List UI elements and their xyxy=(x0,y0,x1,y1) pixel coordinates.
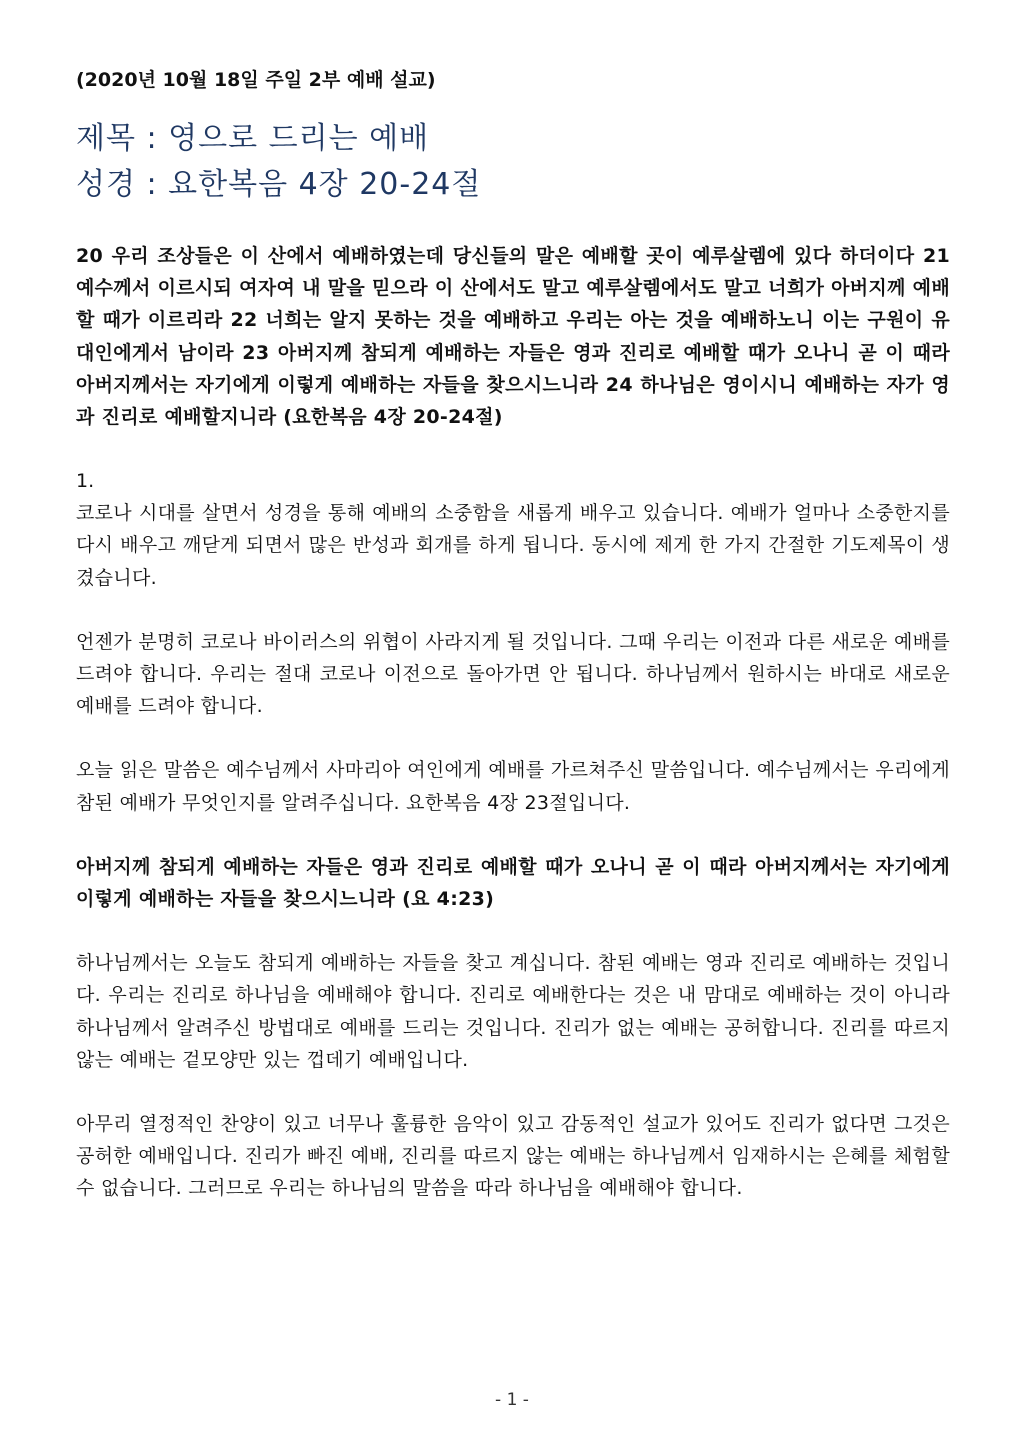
body-paragraph-4: 하나님께서는 오늘도 참되게 예배하는 자들을 찾고 계십니다. 참된 예배는 영과 진리로 예배하는 것입니다. 우리는 진리로 하나님을 예배해야 합니다. 진리로 예배한다는 것은 내 맘대로 예배하는 것이 아니라 하나님께서 알려주신 방법대로 예배를 드리는 것입니다. 진리가 없는 예배는 공허합니다. 진리를 따르지 않는 예배는 겉모양만 있는 껍데기 예배입니다. xyxy=(76,952,950,1071)
document-page xyxy=(76,64,950,1205)
scripture-text: 20 우리 조상들은 이 산에서 예배하였는데 당신들의 말은 예배할 곳이 예루살렘에 있다 하더이다 21 예수께서 이르시되 여자여 내 말을 믿으라 이 산에서도 말고 예루살렘에서도 말고 너희가 아버지께 예배할 때가 이르리라 22 너희는 알지 못하는 것을 예배하고 우리는 아는 것을 예배하노니 이는 구원이 유대인에게서 남이라 23 아버지께 참되게 예배하는 자들은 영과 진리로 예배할 때가 오나니 곧 이 때라 아버지께서는 자기에게 이렇게 예배하는 자들을 찾으시느니라 24 하나님은 영이시니 예배하는 자가 영과 진리로 예배할지니라 (요한복음 4장 20-24절) xyxy=(76,245,950,429)
title-block xyxy=(76,116,950,208)
body-paragraph-2: 언젠가 분명히 코로나 바이러스의 위협이 사라지게 될 것입니다. 그때 우리는 이전과 다른 새로운 예배를 드려야 합니다. 우리는 절대 코로나 이전으로 돌아가면 안 됩니다. 하나님께서 원하시는 바대로 새로운 예배를 드려야 합니다. xyxy=(76,630,950,718)
sermon-title: 제목 : 영으로 드리는 예배 xyxy=(76,121,430,156)
page-number: - 1 - xyxy=(495,1390,529,1410)
scripture-reference: 성경 : 요한복음 4장 20-24절 xyxy=(76,167,482,202)
bible-quote: 아버지께 참되게 예배하는 자들은 영과 진리로 예배할 때가 오나니 곧 이 때라 아버지께서는 자기에게 이렇게 예배하는 자들을 찾으시느니라 (요 4:23) xyxy=(76,855,950,911)
body-paragraph-5: 아무리 열정적인 찬양이 있고 너무나 훌륭한 음악이 있고 감동적인 설교가 있어도 진리가 없다면 그것은 공허한 예배입니다. 진리가 빠진 예배, 진리를 따르지 않는 예배는 하나님께서 임재하시는 은혜를 체험할 수 없습니다. 그러므로 우리는 하나님의 말씀을 따라 하나님을 예배해야 합니다. xyxy=(76,1113,950,1200)
header-note: (2020년 10월 18일 주일 2부 예배 설교) xyxy=(76,69,436,91)
section-number: 1. xyxy=(76,470,95,493)
body-paragraph-3: 오늘 읽은 말씀은 예수님께서 사마리아 여인에게 예배를 가르쳐주신 말씀입니다. 예수님께서는 우리에게 참된 예배가 무엇인지를 알려주십니다. 요한복음 4장 23절입니다. xyxy=(76,759,950,814)
body-paragraph-1: 코로나 시대를 살면서 성경을 통해 예배의 소중함을 새롭게 배우고 있습니다. 예배가 얼마나 소중한지를 다시 배우고 깨닫게 되면서 많은 반성과 회개를 하게 됩니다. 동시에 제게 한 가지 간절한 기도제목이 생겼습니다. xyxy=(76,502,950,589)
